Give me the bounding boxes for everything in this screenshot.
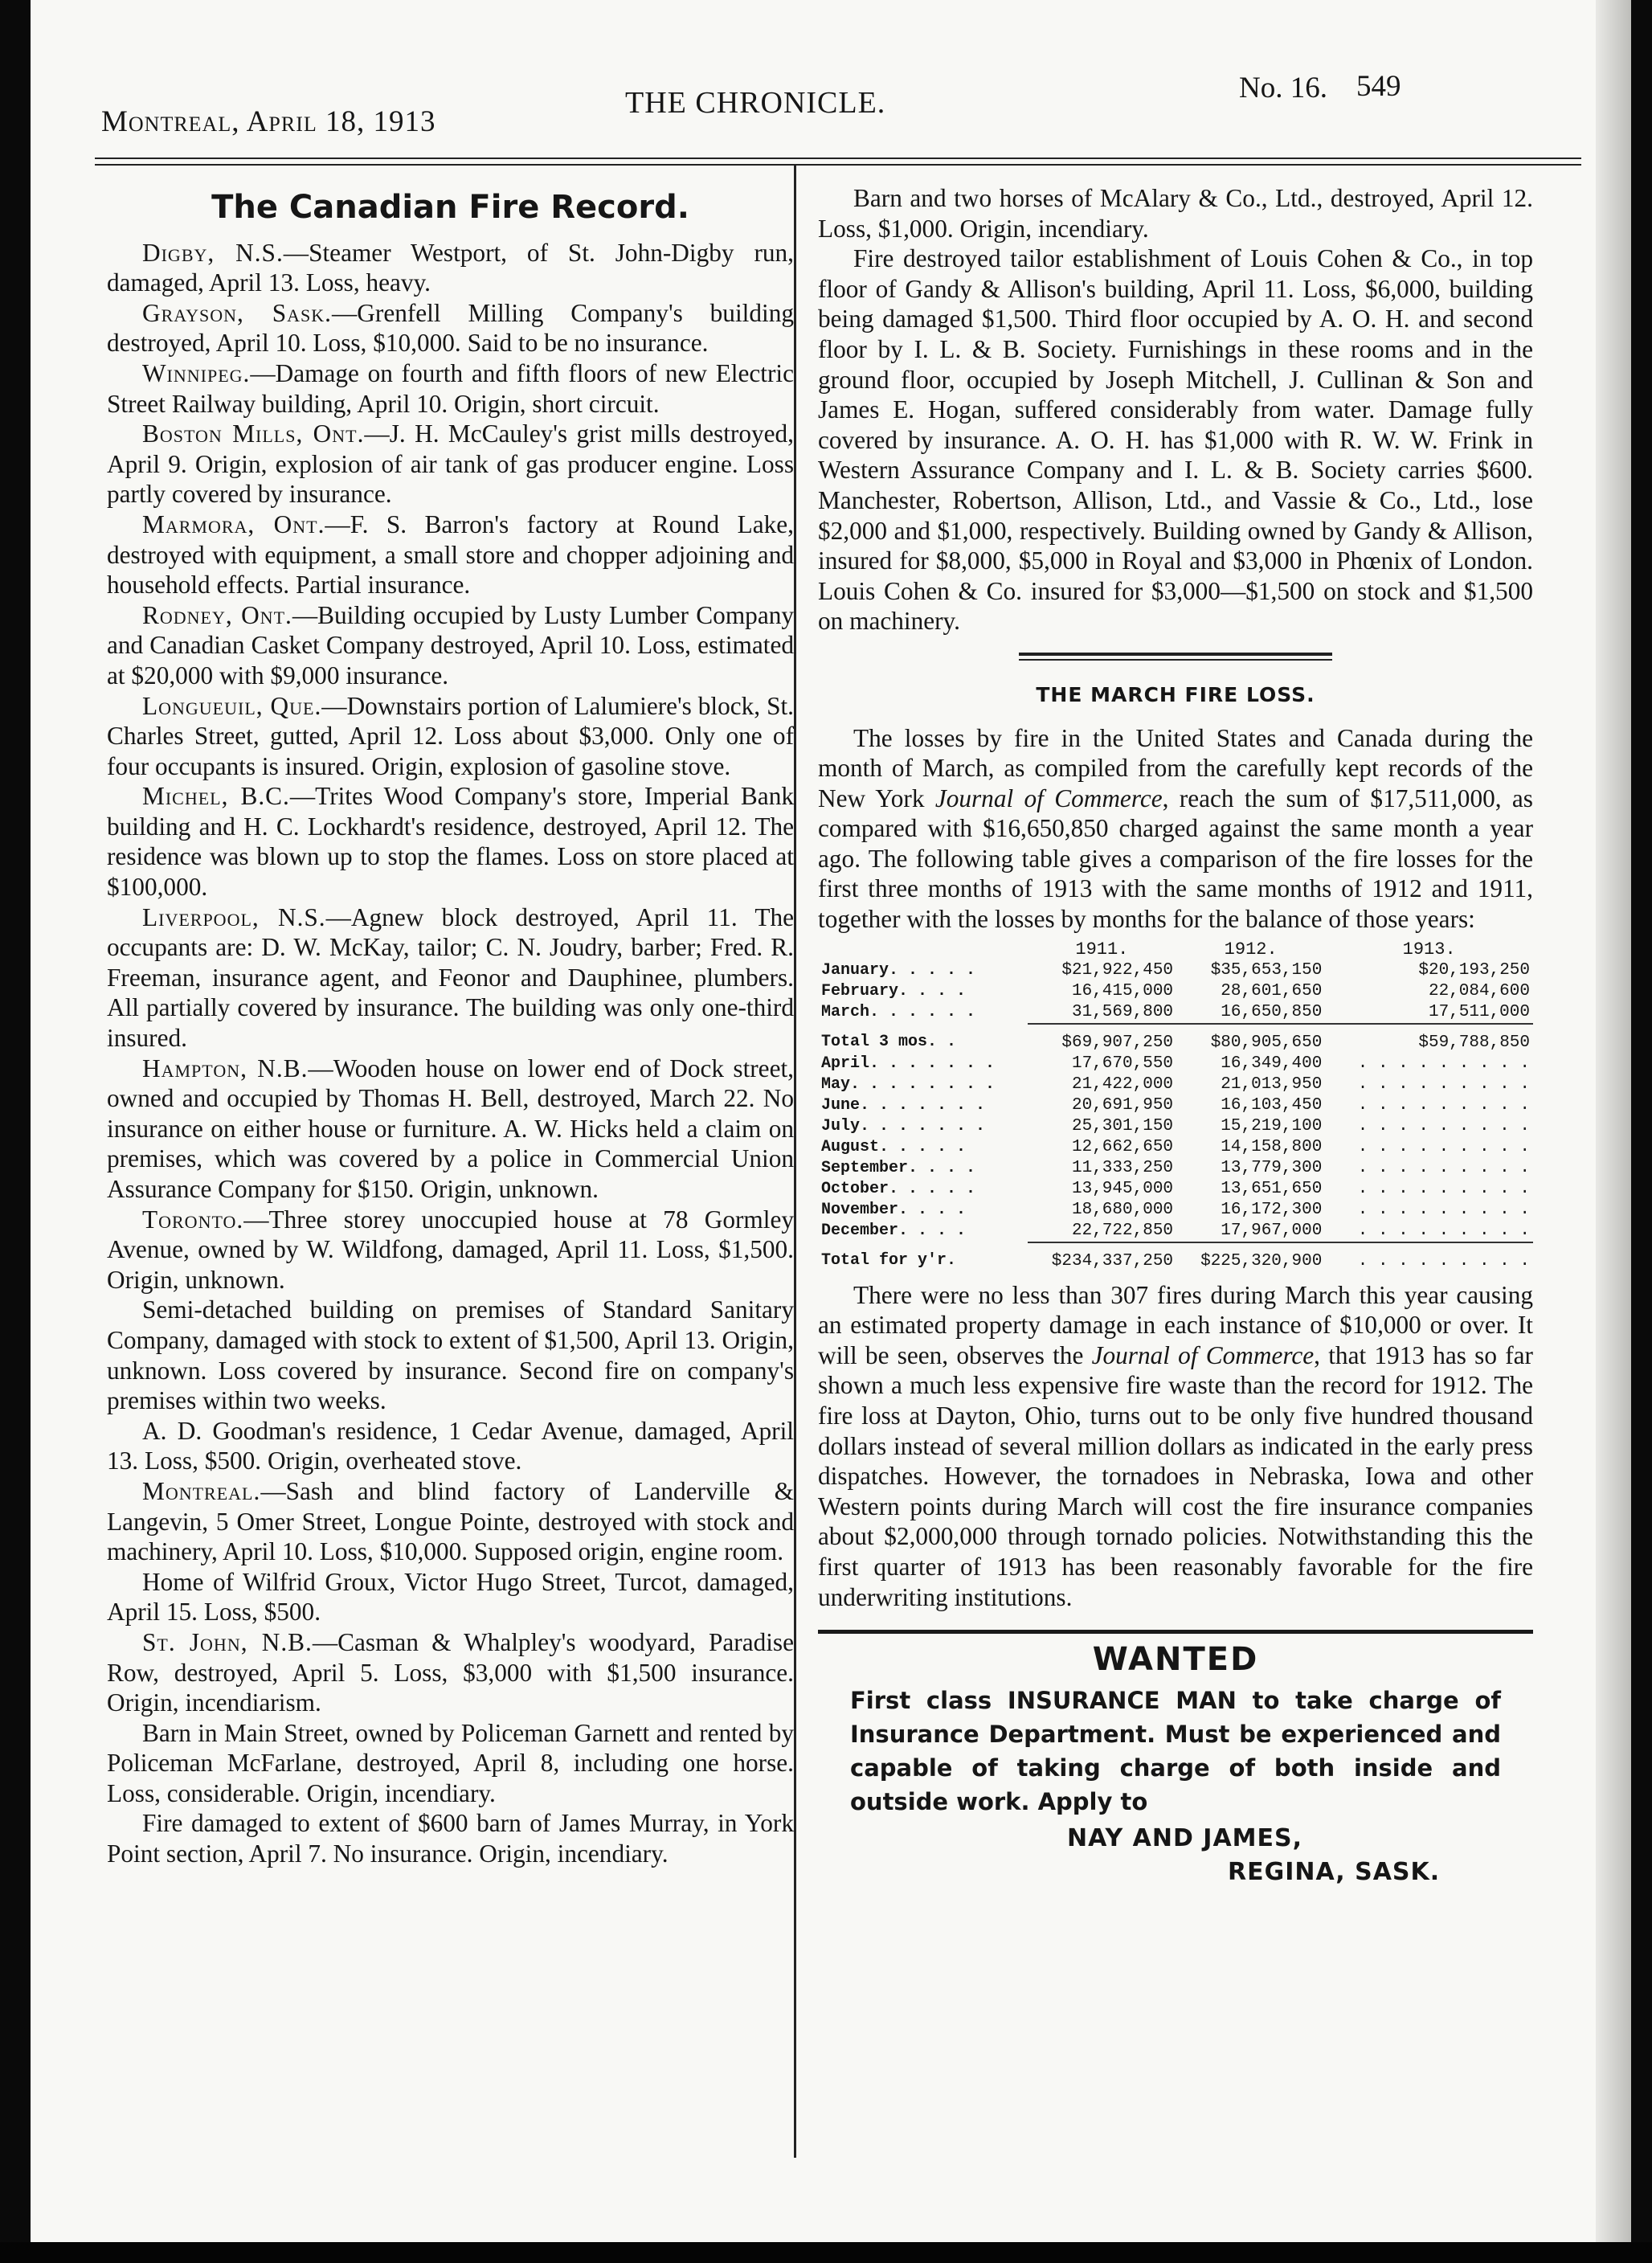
fire-record-continued-2: Fire destroyed tailor establishment of Louis Cohen & Co., in top floor of Gandy & Allison's building, April 11. Loss, $6,000, building being damaged $1,500. Third floor occupied by A. O. H. and second floor by I. L. & B. Society. Furnishings in these rooms and in the ground floor, occupied by Joseph Mitchell, J. Cullinan & Son and James E. Hogan, suffered considerably from water. Damage fully covered by insurance. A. O. H. has $1,000 with R. W. W. Frink in Western Assurance Company and I. L. & B. Society carries $600. Manchester, Robertson, Allison, Ltd., and Vassie & Co., Ltd., lose $2,000 and $1,000, respectively. Building owned by Gandy & Allison, insured for $8,000, $5,000 in Royal and $3,000 in Phœnix of London. Louis Cohen & Co. insured for $3,000—$1,500 on stock and $1,500 on machinery. <box>818 244 1533 636</box>
march-fire-loss-heading: THE MARCH FIRE LOSS. <box>1036 682 1315 706</box>
table-row <box>818 1024 1533 1054</box>
fire-loss-table <box>818 939 1533 1272</box>
issue-number: No. 16. <box>1239 72 1327 104</box>
fire-record-place: Hampton, N.B. <box>142 1054 309 1082</box>
row-label: April. . . . . . . <box>821 1054 996 1073</box>
cell: . . . . . . . . . <box>1357 1221 1530 1240</box>
row-label: July. . . . . . . <box>821 1116 986 1136</box>
fire-record-item <box>107 902 794 1054</box>
wanted-advert <box>818 1641 1533 1889</box>
row-label: June. . . . . . . <box>821 1095 986 1115</box>
cell: 13,651,650 <box>1221 1179 1323 1198</box>
fire-record-item <box>107 1054 794 1205</box>
fire-record-place: Montreal. <box>142 1476 261 1505</box>
fire-record-continued-1: Barn and two horses of McAlary & Co., Ltd., destroyed, April 12. Loss, $1,000. Origin, incendiary. <box>818 184 1533 243</box>
fire-record-text: Barn in Main Street, owned by Policeman Garnett and rented by Policeman McFarlane, destroyed, April 8, including one horse. Loss, considerable. Origin, incendiary. <box>107 1718 794 1807</box>
header-rule-top <box>95 158 1581 159</box>
fire-record-place: Grayson, Sask. <box>142 298 332 327</box>
table-row <box>818 1116 1533 1137</box>
cell: . . . . . . . . . <box>1357 1200 1530 1219</box>
fire-record-text: —Downstairs portion of Lalumiere's block, St. Charles Street, gutted, April 12. Loss about $3,000. Only one of four occupants is insured. Origin, explosion of gasoline stove. <box>107 691 794 780</box>
wanted-title: WANTED <box>1092 1641 1259 1679</box>
cell: 31,569,800 <box>1072 1002 1174 1021</box>
table-row <box>818 1158 1533 1179</box>
table-remaining-months <box>818 1054 1533 1242</box>
row-label: August. . . . . <box>821 1137 967 1156</box>
table-row <box>818 1137 1533 1158</box>
fire-record-place: Digby, N.S. <box>142 238 284 267</box>
cell: 16,415,000 <box>1072 981 1174 1001</box>
march-intro-paragraph: The losses by fire in the United States and Canada during the month of March, as compiled from the carefully kept records of the New York Journal of Commerce, reach the sum of $17,511,000, as compared with $16,650,850 charged against the same month a year ago. The following table gives a comparison of the fire losses for the first three months of 1913 with the same months of 1912 and 1911, together with the losses by months for the balance of those years: <box>818 723 1533 934</box>
scan-bottom-edge <box>0 2242 1652 2263</box>
fire-record-text: —Sash and blind factory of Landerville & Langevin, 5 Omer Street, Longue Pointe, destroyed with stock and machinery, April 10. Loss, $10,000. Supposed origin, engine room. <box>107 1476 794 1566</box>
fire-record-place: Rodney, Ont. <box>142 600 292 629</box>
page-gutter-shadow <box>1596 0 1631 2242</box>
section-rule <box>1019 653 1332 661</box>
cell: 17,670,550 <box>1072 1054 1174 1073</box>
cell: . . . . . . . . . <box>1357 1158 1530 1177</box>
row-label: December. . . . <box>821 1222 967 1241</box>
fire-record-text: —F. S. Barron's factory at Round Lake, destroyed with equipment, a small store and chopper adjoining and household effects. Partial insurance. <box>107 509 794 600</box>
wanted-body: First class INSURANCE MAN to take charge of Insurance Department. Must be experienced and capable of taking charge of both inside and outside work. Apply to <box>850 1686 1501 1815</box>
fire-record-text: —Three storey unoccupied house at 78 Gormley Avenue, owned by W. Wildfong, damaged, April 11. Loss, $1,500. Origin, unknown. <box>107 1205 794 1294</box>
fire-record-item <box>107 1808 794 1868</box>
cell: . . . . . . . . . <box>1357 1116 1530 1136</box>
cell: 15,219,100 <box>1221 1116 1323 1136</box>
fire-record-item <box>107 1718 794 1809</box>
march-outro-paragraph: There were no less than 307 fires during March this year causing an estimated property damage in each instance of $10,000 or over. It will be seen, observes the Journal of Commerce, that 1913 has so far shown a much less expensive fire waste than the record for 1912. The fire loss at Dayton, Ohio, turns out to be only five hundred thousand dollars instead of several million dollars as indicated in the early press dispatches. However, the tornadoes in Nebraska, Iowa and other Western points during March will cost the fire insurance companies about $2,000,000 through tornado policies. Notwithstanding this the first quarter of 1913 has been reasonably favorable for the fire underwriting institutions. <box>818 1280 1533 1611</box>
table-header-row <box>818 939 1533 960</box>
col-1913: 1913. <box>1402 939 1456 960</box>
fire-record-place: Toronto. <box>142 1205 244 1234</box>
cell: 13,779,300 <box>1221 1158 1323 1177</box>
fire-record-place: Boston Mills, Ont. <box>142 419 365 448</box>
cell: 28,601,650 <box>1221 981 1323 1001</box>
fire-record-item <box>107 600 794 691</box>
fire-record-text: —Wooden house on lower end of Dock street, owned and occupied by Thomas H. Bell, destroyed, March 22. No insurance on either house or furniture. A. W. Hicks held a claim on premises, which was covered by a police in Commercial Union Assurance Company for $150. Origin, unknown. <box>107 1054 794 1203</box>
row-label: September. . . . <box>821 1158 976 1177</box>
wanted-signature-place: REGINA, SASK. <box>1228 1857 1441 1886</box>
wanted-signature-name: NAY AND JAMES, <box>1067 1823 1303 1852</box>
cell: $59,788,850 <box>1325 1024 1533 1054</box>
col-1912: 1912. <box>1224 939 1278 960</box>
dateline: Montreal, April 18, 1913 <box>101 105 436 138</box>
cell: 21,422,000 <box>1072 1074 1174 1094</box>
fire-record-text: Home of Wilfrid Groux, Victor Hugo Street, Turcot, damaged, April 15. Loss, $500. <box>107 1567 794 1627</box>
cell: 13,945,000 <box>1072 1179 1174 1198</box>
fire-record-item <box>107 238 794 298</box>
fire-record-item <box>107 1416 794 1476</box>
cell: $21,922,450 <box>1061 960 1174 980</box>
cell: 17,967,000 <box>1221 1221 1323 1240</box>
cell: 16,172,300 <box>1221 1200 1323 1219</box>
column-divider <box>794 165 796 2158</box>
cell: 12,662,650 <box>1072 1137 1174 1156</box>
fire-record-text: Fire damaged to extent of $600 barn of James Murray, in York Point section, April 7. No insurance. Origin, incendiary. <box>107 1809 794 1868</box>
table-total-year <box>818 1242 1533 1272</box>
fire-record-text: —Trites Wood Company's store, Imperial Bank building and H. C. Lockhardt's residence, destroyed, April 12. The residence was blown up to stop the flames. Loss on store placed at $100,000. <box>107 782 794 902</box>
fire-record-item <box>107 1295 794 1415</box>
table-row <box>818 1074 1533 1095</box>
row-label: November. . . . <box>821 1200 967 1219</box>
fire-record-text: —Agnew block destroyed, April 11. The occupants are: D. W. McKay, tailor; C. N. Joudry, barber; Fred. R. Freeman, insurance agent, and Feonor and Dauphinee, plumbers. All partially covered by insurance. The building was only one-third insured. <box>107 902 794 1053</box>
newspaper-page <box>31 0 1631 2242</box>
row-label: January. . . . . <box>821 960 976 980</box>
cell: $35,653,150 <box>1210 960 1323 980</box>
table-row <box>818 1200 1533 1221</box>
fire-record-text: —Casman & Whalpley's woodyard, Paradise Row, destroyed, April 5. Loss, $3,000 with $1,500 insurance. Origin, incendiarism. <box>107 1627 794 1717</box>
cell: 25,301,150 <box>1072 1116 1174 1136</box>
cell: 20,691,950 <box>1072 1095 1174 1115</box>
fire-record-place: Michel, B.C. <box>142 782 290 811</box>
cell: . . . . . . . . . <box>1357 1137 1530 1156</box>
header-rule-bottom <box>95 164 1581 166</box>
col-1911: 1911. <box>1075 939 1129 960</box>
cell: $20,193,250 <box>1418 960 1530 980</box>
cell: 16,103,450 <box>1221 1095 1323 1115</box>
cell: . . . . . . . . . <box>1357 1179 1530 1198</box>
table-row <box>818 1095 1533 1116</box>
fire-record-place: Liverpool, N.S. <box>142 902 326 931</box>
cell: 16,349,400 <box>1221 1054 1323 1073</box>
advert-rule <box>818 1630 1533 1634</box>
fire-record-item <box>107 298 794 358</box>
cell: 11,333,250 <box>1072 1158 1174 1177</box>
cell: 22,084,600 <box>1428 981 1530 1001</box>
table-row <box>818 960 1533 981</box>
table-row <box>818 1221 1533 1242</box>
row-label: March. . . . . . <box>821 1003 976 1022</box>
cell: $80,905,650 <box>1176 1024 1325 1054</box>
cell: 16,650,850 <box>1221 1002 1323 1021</box>
fire-record-item <box>107 1205 794 1295</box>
table-total-3-months <box>818 1024 1533 1054</box>
table-row <box>818 981 1533 1002</box>
fire-record-item <box>107 509 794 600</box>
page-number: 549 <box>1356 70 1401 103</box>
left-column <box>107 183 794 1869</box>
cell: 18,680,000 <box>1072 1200 1174 1219</box>
fire-record-item <box>107 358 794 419</box>
cell: 21,013,950 <box>1221 1074 1323 1094</box>
fire-record-text: —Damage on fourth and fifth floors of new Electric Street Railway building, April 10. Origin, short circuit. <box>107 358 794 418</box>
fire-record-place: Marmora, Ont. <box>142 509 325 538</box>
fire-record-text: —Building occupied by Lusty Lumber Company and Canadian Casket Company destroyed, April 10. Loss, estimated at $20,000 with $9,000 insurance. <box>107 600 795 690</box>
cell: . . . . . . . . . <box>1325 1242 1533 1272</box>
fire-record-place: Winnipeg. <box>142 358 251 387</box>
table-row <box>818 1179 1533 1200</box>
fire-record-text: —Steamer Westport, of St. John-Digby run, damaged, April 13. Loss, heavy. <box>107 238 794 297</box>
fire-record-item <box>107 419 794 509</box>
cell: . . . . . . . . . <box>1357 1054 1530 1073</box>
masthead: THE CHRONICLE. <box>625 86 886 120</box>
table-row <box>818 1002 1533 1024</box>
fire-record-place: St. John, N.B. <box>142 1627 313 1656</box>
row-label: October. . . . . <box>821 1179 976 1198</box>
fire-record-item <box>107 1476 794 1567</box>
fire-record-item <box>107 691 794 782</box>
cell: $225,320,900 <box>1176 1242 1325 1272</box>
fire-record-item <box>107 1627 794 1718</box>
fire-record-heading: The Canadian Fire Record. <box>211 189 689 226</box>
table-row <box>818 1054 1533 1074</box>
row-label: Total 3 mos. . <box>821 1033 957 1052</box>
right-column <box>818 183 1533 1889</box>
cell: 17,511,000 <box>1428 1002 1530 1021</box>
fire-record-item <box>107 1567 794 1627</box>
row-label: February. . . . <box>821 981 967 1001</box>
cell: . . . . . . . . . <box>1357 1095 1530 1115</box>
fire-record-text: —Grenfell Milling Company's building destroyed, April 10. Loss, $10,000. Said to be no insurance. <box>107 298 794 358</box>
row-label: May. . . . . . . . <box>821 1074 996 1094</box>
fire-record-text: Semi-detached building on premises of Standard Sanitary Company, damaged with stock to extent of $1,500, April 13. Origin, unknown. Loss covered by insurance. Second fire on company's premises within two weeks. <box>107 1295 794 1415</box>
fire-record-list <box>107 238 794 1869</box>
cell: $234,337,250 <box>1028 1242 1176 1272</box>
cell: 22,722,850 <box>1072 1221 1174 1240</box>
row-label: Total for y'r. <box>821 1251 957 1271</box>
fire-record-text: —J. H. McCauley's grist mills destroyed, April 9. Origin, explosion of air tank of gas producer engine. Loss partly covered by insurance. <box>107 419 794 509</box>
fire-record-text: A. D. Goodman's residence, 1 Cedar Avenue, damaged, April 13. Loss, $500. Origin, overheated stove. <box>107 1416 794 1475</box>
table-row <box>818 1242 1533 1272</box>
fire-record-item <box>107 781 794 902</box>
table-first-quarter <box>818 960 1533 1024</box>
cell: $69,907,250 <box>1028 1024 1176 1054</box>
cell: 14,158,800 <box>1221 1137 1323 1156</box>
cell: . . . . . . . . . <box>1357 1074 1530 1094</box>
fire-record-place: Longueuil, Que. <box>142 691 322 720</box>
